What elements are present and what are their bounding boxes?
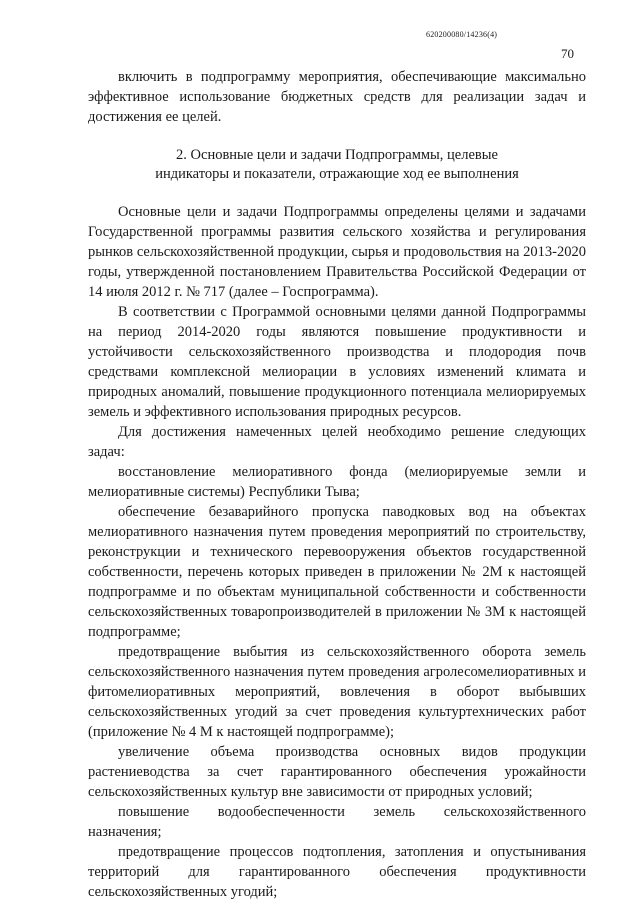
section-heading — [88, 146, 586, 184]
paragraph-tasks-intro: Для достижения намеченных целей необходимо решение следующих задач: — [88, 424, 586, 460]
task-item: обеспечение безаварийного пропуска паводковых вод на объектах мелиоративного назначения путем проведения мероприятий по строительству, реконструкции и технического перевооружения объектов государственной собственности, перечень которых приведен в приложении № 2М к настоящей подпрограмме и по объектам муниципальной собственности и собственности сельскохозяйственных товаропроизводителей в приложении № 3М к настоящей подпрограмме; — [88, 504, 586, 640]
paragraph-goals: Основные цели и задачи Подпрограммы определены целями и задачами Государственной программы развития сельского хозяйства и регулирования рынков сельскохозяйственной продукции, сырья и продовольствия на 2013-2020 годы, утвержденной постановлением Правительства Российской Федерации от 14 июля 2012 г. № 717 (далее – Госпрограмма). — [88, 204, 586, 300]
document-body — [88, 67, 586, 902]
section-heading-line-1: 2. Основные цели и задачи Подпрограммы, целевые — [176, 147, 498, 163]
task-item: повышение водообеспеченности земель сельскохозяйственного назначения; — [88, 804, 586, 840]
task-item: предотвращение выбытия из сельскохозяйственного оборота земель сельскохозяйственного назначения путем проведения агролесомелиоративных и фитомелиоративных мероприятий, вовлечения в оборот выбывших сельскохозяйственных угодий за счет проведения культуртехнических работ (приложение № 4 М к настоящей подпрограмме); — [88, 644, 586, 740]
task-item: предотвращение процессов подтопления, затопления и опустынивания территорий для гарантированного обеспечения продуктивности сельскохозяйственных угодий; — [88, 844, 586, 900]
intro-paragraph: включить в подпрограмму мероприятия, обеспечивающие максимально эффективное использование бюджетных средств для реализации задач и достижения ее целей. — [88, 69, 586, 125]
page-number: 70 — [561, 46, 574, 61]
task-item: увеличение объема производства основных видов продукции растениеводства за счет гарантированного обеспечения урожайности сельскохозяйственных культур вне зависимости от природных условий; — [88, 744, 586, 800]
document-code: 620200080/14236(4) — [426, 30, 498, 39]
task-item: восстановление мелиоративного фонда (мелиорируемые земли и мелиоративные системы) Республики Тыва; — [88, 464, 586, 500]
section-heading-line-2: индикаторы и показатели, отражающие ход ее выполнения — [155, 166, 519, 182]
paragraph-program-goals: В соответствии с Программой основными целями данной Подпрограммы на период 2014-2020 годы являются повышение продуктивности и устойчивости сельскохозяйственного производства и плодородия почв средствами комплексной мелиорации в условиях изменений климата и природных аномалий, повышение продукционного потенциала мелиорируемых земель и эффективного использования природных ресурсов. — [88, 304, 586, 420]
